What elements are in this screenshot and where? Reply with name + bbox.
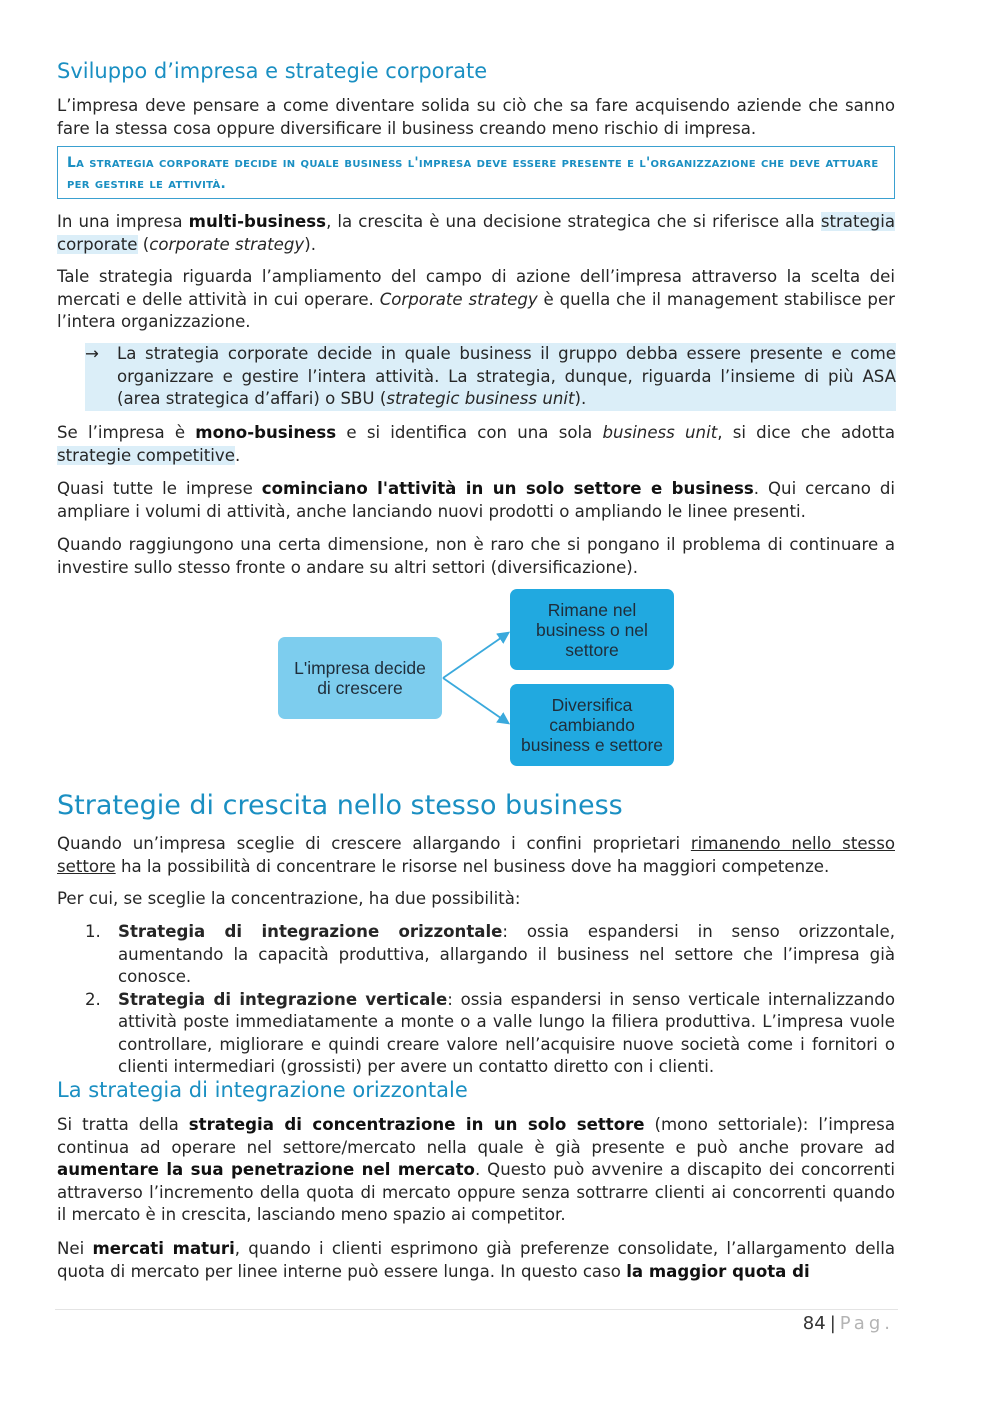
highlighted-bullet [85,343,896,411]
section-heading-integrazione-orizzontale: La strategia di integrazione orizzontale [57,1078,468,1102]
underlined-phrase: rimanendo nello stesso settore [57,834,895,876]
diagram-node-stay: Rimane nel business o nel settore [510,589,674,670]
bullet-text: La strategia corporate decide in quale business il gruppo debba essere presente e come organizzare e gestire l’intera attività. La strategia, dunque, riguarda l’insieme di più ASA (area strategica d’affari) o SBU (strategic business unit). [117,344,896,408]
section-heading-strategie-crescita: Strategie di crescita nello stesso business [57,790,623,821]
paragraph-quando-raggiungono: Quando raggiungono una certa dimensione, non è raro che si pongano il problema di continuare a investire sullo stesso fronte o andare su altri settori (diversificazione). [57,535,895,577]
arrow-right-icon: → [85,344,99,363]
highlight-strategie-competitive: strategie competitive [57,445,235,465]
paragraph-si-tratta: Si tratta della strategia di concentrazione in un solo settore (mono settoriale): l’impresa continua ad operare nel settore/mercato nella quale è già presente e può anche provare ad aumentare la sua penetrazione nel mercato. Questo può avvenire a discapito dei concorrenti attraverso l’incremento della quota di mercato oppure senza sottrarre clienti ai concorrenti quando il mercato è in crescita, lasciando meno spazio ai competitor. [57,1115,895,1224]
diagram-node-diversify: Diversifica cambiando business e settore [510,684,674,766]
list-item: 2. Strategia di integrazione verticale: ossia espandersi in senso verticale internalizzando attività poste immediatamente a monte o a valle lungo la filiera produttiva. L’impresa vuole controllare, migliorare e quindi creare valore nell’acquisire nuove società come i fornitori o clienti intermediari (grossisti) per avere un contatto diretto con i clienti. [85,989,895,1076]
section-heading-sviluppo: Sviluppo d’impresa e strategie corporate [57,59,488,83]
paragraph-tale-strategia: Tale strategia riguarda l’ampliamento del campo di azione dell’impresa attraverso la scelta dei mercati e delle attività in cui operare. Corporate strategy è quella che il management stabilisce per l’intera organizzazione. [57,267,895,331]
arrow-to-diversify [443,678,508,723]
paragraph-mono-business: Se l’impresa è mono-business e si identifica con una sola business unit, si dice che adotta strategie competitive. [57,423,895,465]
intro-paragraph: L’impresa deve pensare a come diventare solida su ciò che sa fare acquisendo aziende che sanno fare la stessa cosa oppure diversificare il business creando meno rischio di impresa. [57,96,895,138]
paragraph-quasi-tutte: Quasi tutte le imprese cominciano l'attività in un solo settore e business. Qui cercano di ampliare i volumi di attività, anche lanciando nuovi prodotti o ampliando le linee presenti. [57,479,896,521]
arrow-to-stay [443,633,508,678]
page-number: 84 [802,1313,826,1334]
footer-divider [55,1309,898,1310]
paragraph-quando-impresa: Quando un’impresa sceglie di crescere allargando i confini proprietari rimanendo nello stesso settore ha la possibilità di concentrare le risorse nel business dove ha maggiori competenze. [57,834,895,876]
page-label: Pag. [839,1313,894,1334]
highlight-strategia-corporate: strategia corporate [57,212,895,254]
page-footer [803,1313,894,1334]
list-item: 1. Strategia di integrazione orizzontale: ossia espandersi in senso orizzontale, aumentando la capacità produttiva, allargando il business nel settore che l’impresa già conosce. [85,922,895,986]
diagram-node-source: L'impresa decide di crescere [278,637,442,719]
callout-box: La strategia corporate decide in quale business l'impresa deve essere presente e l'organizzazione che deve attuare per gestire le attività. [57,146,895,199]
paragraph-multi-business: In una impresa multi-business, la crescita è una decisione strategica che si riferisce alla strategia corporate (corporate strategy). [57,212,895,254]
paragraph-mercati-maturi: Nei mercati maturi, quando i clienti esprimono già preferenze consolidate, l’allargamento della quota di mercato per linee interne può essere lunga. In questo caso la maggior quota di [57,1239,895,1281]
footer-separator: | [829,1313,836,1334]
paragraph-per-cui: Per cui, se sceglie la concentrazione, ha due possibilità: [57,889,521,908]
numbered-list [57,921,895,1079]
